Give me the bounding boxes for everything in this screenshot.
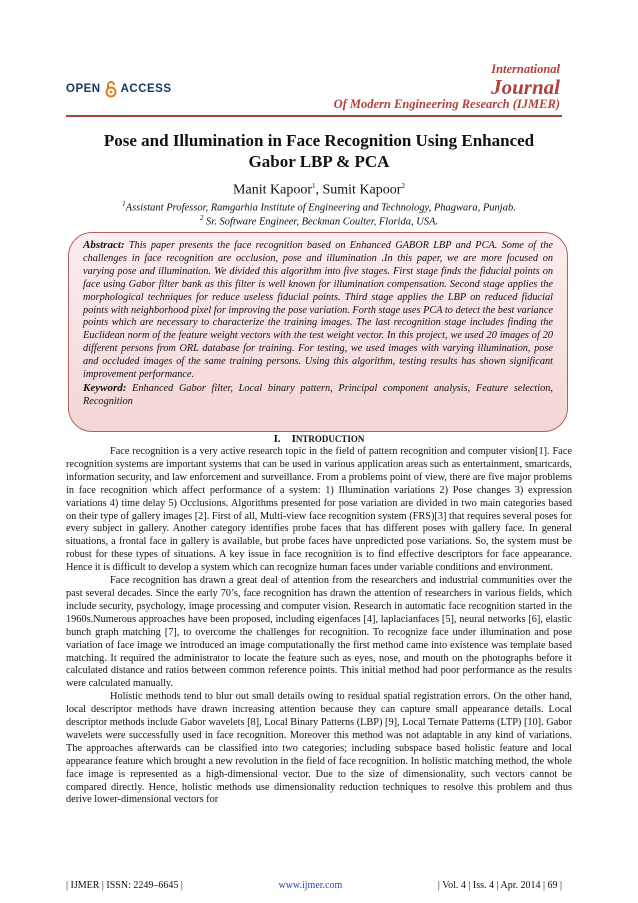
open-word: OPEN (66, 83, 101, 95)
header-divider (66, 115, 562, 117)
title-line-1: Pose and Illumination in Face Recognition Using Enhanced (103, 131, 535, 150)
section-number: I. (273, 433, 281, 445)
body-paragraph-2: Face recognition has drawn a great deal of attention from the researchers and industrial communities over the past several decades. Since the early 70’s, face recognition has drawn the attention of researchers in various fields, which include security, psychology, image processing and computer vision. Research in automatic face recognition started in the 1960s.Numerous approaches have been proposed, including eigenfaces [4], laplacianfaces [5], neural networks [6], elastic bunch graph matching [7], to overcome the challenges for recognition. To recognize face under illumination and pose variation of face image we introduced an image computationally the first method came into existence was template based matching. It required the administrator to locate the feature such as eyes, nose, and mouth on the photographs before it calculated distance and ratios between common reference points. This initial method had poor performance as the results were calculated manually. (66, 575, 572, 690)
open-access-lock-icon (105, 80, 117, 98)
abstract-box (68, 232, 568, 432)
section-first-letter: I (291, 433, 296, 445)
author-2: Sumit Kapoor (322, 182, 402, 198)
affiliation-1-sup: 1 (122, 200, 126, 208)
author-1-sup: 1 (311, 182, 316, 190)
author-list (66, 182, 572, 199)
footer-issn: | IJMER | ISSN: 2249–6645 | (66, 880, 183, 891)
abstract-text: This paper presents the face recognition based on Enhanced GABOR LBP and PCA. Some of the challenges in face recognition are occlusion, pose and illumination .In this paper, we are more focused on varying pose and illumination. We divided this algorithm into five stages. First stage finds the fiducial points on face using Gabor filter bank as this filter is well known for illumination compensation. Second stage applies the morphological techniques for reduce useless fiducial points. Third stage applies the LBP on reduced fiducial points with neighborhood pixel for improving the pose variation. Forth stage uses PCA to detect the best variance points which are necessary to characterize the training images. The last recognition stage includes finding the Euclidean norm of the feature weight vectors with the test weight vector. In this project, we used 20 images of 20 different persons from ORL database for training. For testing, we used images with varying illumination, pose and occluded images of the same training persons. Using this algorithm, testing results has shown significant improvement performance. (83, 240, 553, 381)
paper-title (66, 130, 572, 172)
affiliation-2-sup: 2 (199, 214, 204, 222)
title-line-2: Gabor LBP & PCA (248, 152, 390, 171)
affiliation-2 (66, 214, 572, 228)
abstract-label: Abstract: (83, 239, 125, 251)
open-access-logo (66, 80, 172, 98)
journal-name-line1: International (491, 62, 560, 76)
footer-volume-page: | Vol. 4 | Iss. 4 | Apr. 2014 | 69 | (437, 880, 562, 891)
abstract-paragraph (83, 239, 553, 382)
keyword-text: Enhanced Gabor filter, Local binary pattern, Principal component analysis, Feature selection, Recognition (83, 382, 553, 407)
author-1: Manit Kapoor (233, 182, 312, 198)
body-paragraph-3: Holistic methods tend to blur out small details owing to residual spatial registration errors. On the other hand, local descriptor methods have drawn increasing attention because they can capture small appearance details. Local descriptor methods include Gabor wavelets [8], Local Binary Patterns (LBP) [9], Local Ternate Patterns (LTP) [10]. Gabor wavelets were successfully used in face recognition. Moreover this method was not adaptable in any kind of variations. The approaches afterwards can be classified into two categories; including subspace based holistic feature and local appearance feature which brought a new revolution in the field of face recognition. In holistic matching method, the whole face image is represented as a high-dimensional vector. Due to the size of dimensionality, such vectors cannot be compared directly. Hence, holistic methods use dimensionality reduction techniques to resolve this problem and thus derive lower-dimensional vectors for (66, 691, 572, 806)
author-sep: , (315, 182, 323, 198)
author-2-sup: 2 (401, 182, 405, 190)
affiliation-1 (66, 200, 572, 214)
access-word: ACCESS (120, 83, 172, 95)
page-footer (66, 880, 562, 891)
body-paragraph-1: Face recognition is a very active research topic in the field of pattern recognition and computer vision[1]. Face recognition systems are important systems that can be used in various application areas such as entertainment, smartcards, information security, and law enforcement and surveillance. From a problems point of view, there are five major problems in face recognition which affect performance of a system: 1) Illumination variations 2) Pose changes 3) expression variations 4) time delay 5) Occlusions. Algorithms presented for pose variation are divided in two main categories based on their type of gallery images [2]. First of all, Multi-view face recognition system (FRS)[3] that requires several poses for every subject in gallery. Another category identifies probe faces that has different poses with gallery face. In general situations, a frontal face in gallery is available, but probe faces have unpredicted pose variations. So, the system must be robust for these types of situations. A key issue in face recognition is to find effective descriptors for face appearance. Hence it is difficult to develop a system which can recognize human faces under variable conditions and environment. (66, 446, 572, 574)
section-rest: NTRODUCTION (295, 434, 365, 444)
journal-name-line2: Journal (491, 75, 560, 99)
body-text (66, 446, 572, 807)
keyword-paragraph (83, 382, 553, 409)
affiliation-1-text: Assistant Professor, Ramgarhia Institute of Engineering and Technology, Phagwara, Punjab. (125, 202, 516, 214)
section-heading-introduction (66, 433, 572, 445)
footer-website-link[interactable]: www.ijmer.com (278, 880, 343, 891)
journal-name-line3: Of Modern Engineering Research (IJMER) (333, 97, 560, 111)
affiliation-2-text: Sr. Software Engineer, Beckman Coulter, Florida, USA. (203, 216, 439, 228)
keyword-label: Keyword: (83, 381, 127, 394)
